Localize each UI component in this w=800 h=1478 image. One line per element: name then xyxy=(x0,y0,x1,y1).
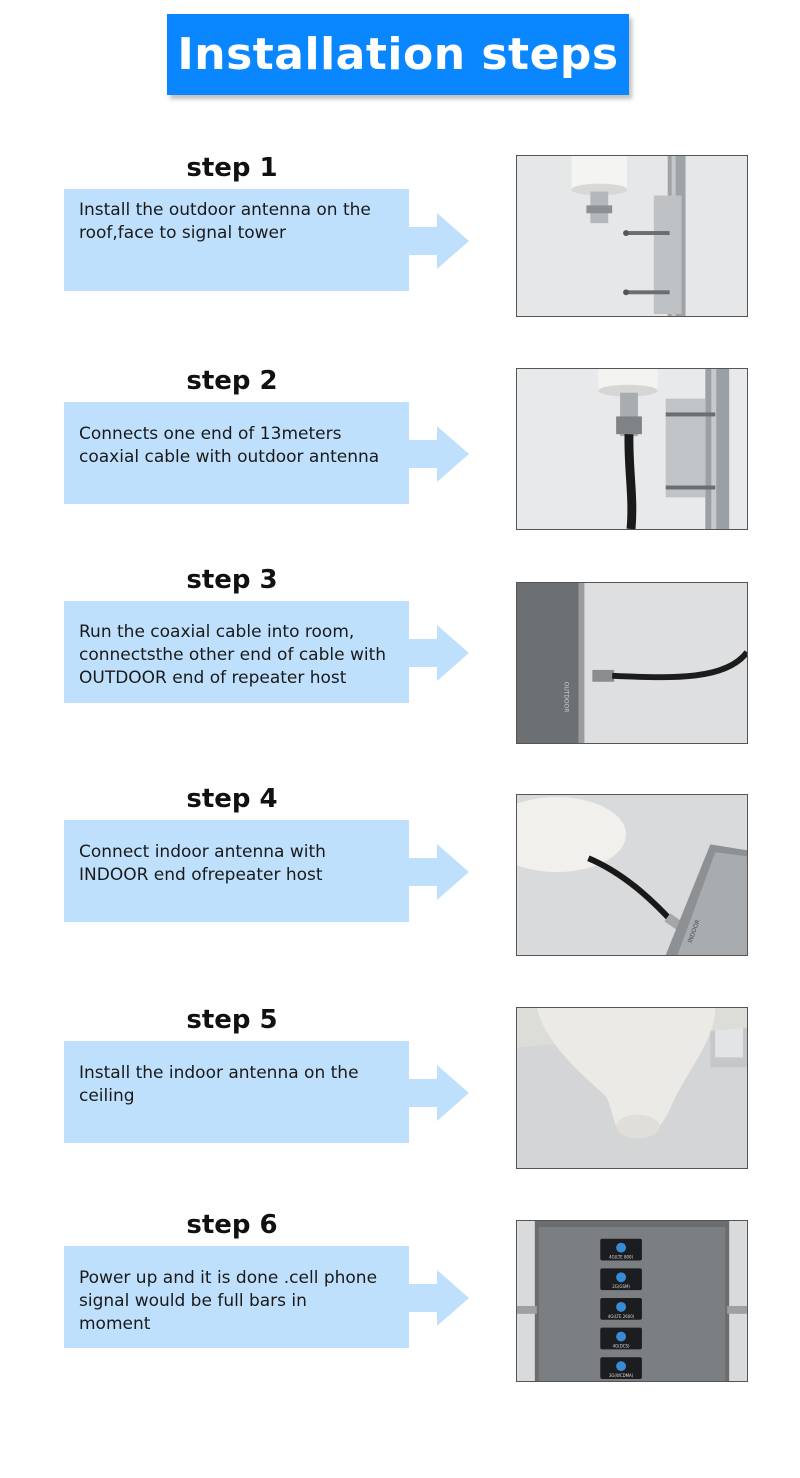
band-label: 3G(WCDMA) xyxy=(608,1373,634,1379)
step-description: Install the outdoor antenna on the roof,face to signal tower xyxy=(79,200,371,243)
step-heading: step 5 xyxy=(186,1005,278,1035)
indoor-port-label: INDOOR xyxy=(686,918,702,944)
step-5 xyxy=(0,1005,800,1180)
step-heading: step 3 xyxy=(186,565,278,595)
band-label: 4G(LTE 800) xyxy=(609,1254,634,1260)
step-heading: step 6 xyxy=(186,1210,278,1240)
step-heading: step 4 xyxy=(186,784,278,814)
step-description-box xyxy=(64,1246,409,1348)
step-description-box xyxy=(64,189,409,291)
right-arrow-icon xyxy=(409,213,469,269)
step-description: Power up and it is done .cell phone signal would be full bars in moment xyxy=(79,1268,378,1334)
right-arrow-icon xyxy=(409,844,469,900)
step-1 xyxy=(0,153,800,328)
step-photo-indoor-antenna-connection xyxy=(516,794,748,956)
step-description: Connects one end of 13meters coaxial cable with outdoor antenna xyxy=(79,424,380,467)
right-arrow-icon xyxy=(409,625,469,681)
step-4 xyxy=(0,784,800,959)
step-photo-repeater-powered xyxy=(516,1220,748,1382)
page-title: Installation steps xyxy=(177,29,619,80)
step-description-box xyxy=(64,601,409,703)
step-photo-repeater-outdoor-port xyxy=(516,582,748,744)
step-description-box xyxy=(64,402,409,504)
step-description: Run the coaxial cable into room, connectsthe other end of cable with OUTDOOR end of repeater host xyxy=(79,622,387,688)
band-label: 2G(GSM) xyxy=(612,1284,630,1290)
step-photo-outdoor-antenna xyxy=(516,155,748,317)
step-description-box xyxy=(64,820,409,922)
step-photo-ceiling-antenna xyxy=(516,1007,748,1169)
band-label: 4G(LTE 2600) xyxy=(607,1313,635,1319)
right-arrow-icon xyxy=(409,1270,469,1326)
outdoor-port-label: OUTDOOR xyxy=(562,681,570,713)
step-2 xyxy=(0,366,800,541)
step-description-box xyxy=(64,1041,409,1143)
title-banner xyxy=(167,14,629,95)
step-6 xyxy=(0,1210,800,1385)
step-3 xyxy=(0,565,800,740)
right-arrow-icon xyxy=(409,1065,469,1121)
step-photo-cable-connection xyxy=(516,368,748,530)
right-arrow-icon xyxy=(409,426,469,482)
band-label: 4G(DCS) xyxy=(612,1343,630,1349)
step-description: Connect indoor antenna with INDOOR end ofrepeater host xyxy=(79,842,326,885)
band-modules xyxy=(600,1239,642,1379)
step-heading: step 1 xyxy=(186,153,278,183)
step-heading: step 2 xyxy=(186,366,278,396)
step-description: Install the indoor antenna on the ceiling xyxy=(79,1063,359,1106)
